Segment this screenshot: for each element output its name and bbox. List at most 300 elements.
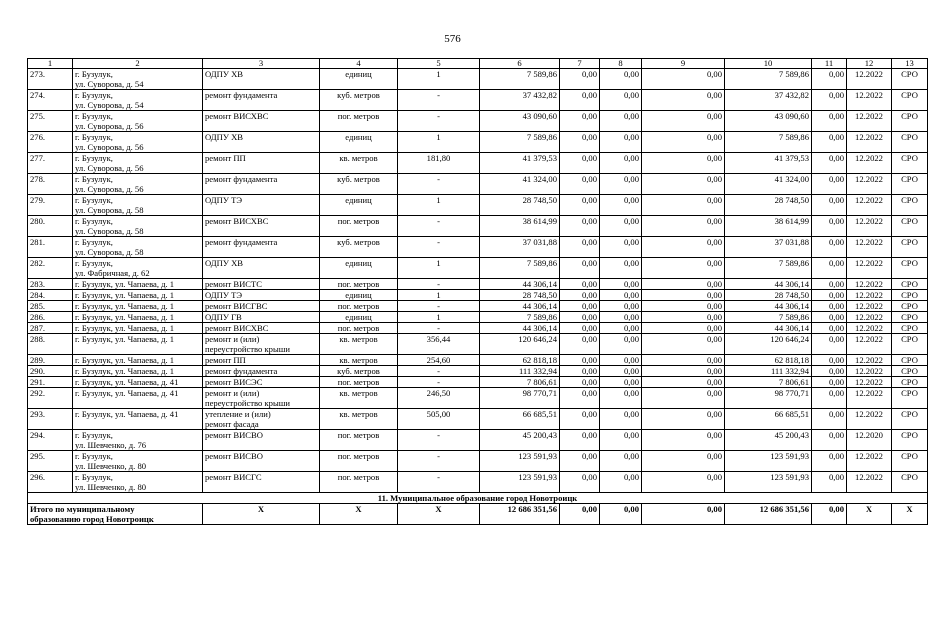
fund-cell: 0,00 (600, 355, 642, 366)
table-row (28, 69, 928, 90)
work-type-cell (203, 323, 320, 334)
owner-funds-cell: 7 806,61 (725, 377, 812, 388)
source-cell: СРО (892, 290, 928, 301)
other-cell: 0,00 (812, 132, 847, 153)
address-cell (73, 355, 203, 366)
fund-cell: 0,00 (600, 69, 642, 90)
quantity-cell: 1 (398, 258, 480, 279)
total-cost-cell: 43 090,60 (480, 111, 560, 132)
source-cell: СРО (892, 132, 928, 153)
other-cell: 0,00 (812, 195, 847, 216)
fund-cell: 0,00 (600, 334, 642, 355)
work-type-cell-line: ремонт ВИСЭС (205, 377, 263, 387)
address-cell-line: ул. Суворова, д. 54 (75, 100, 144, 110)
total-cost-cell: 62 818,18 (480, 355, 560, 366)
fund-cell: 0,00 (560, 69, 600, 90)
work-type-cell-line: ремонт ВИСГС (205, 472, 262, 482)
work-type-cell-line: ремонт фундамента (205, 90, 278, 100)
total-cost-cell: 37 031,88 (480, 237, 560, 258)
fund-cell: 0,00 (560, 153, 600, 174)
work-type-cell (203, 279, 320, 290)
address-cell-line: г. Бузулук, ул. Чапаева, д. 1 (75, 334, 175, 344)
completion-date-cell: 12.2022 (847, 301, 892, 312)
quantity-cell: 246,50 (398, 388, 480, 409)
row-number: 282. (28, 258, 73, 279)
completion-date-cell: 12.2022 (847, 355, 892, 366)
completion-date-cell: 12.2022 (847, 334, 892, 355)
row-number: 292. (28, 388, 73, 409)
fund-cell: 0,00 (600, 472, 642, 493)
column-number: 13 (892, 59, 928, 69)
other-cell: 0,00 (812, 216, 847, 237)
table-row (28, 366, 928, 377)
fund-cell: 0,00 (600, 111, 642, 132)
quantity-cell: - (398, 301, 480, 312)
owner-funds-cell: 41 379,53 (725, 153, 812, 174)
total-cost-cell: 28 748,50 (480, 195, 560, 216)
fund-cell: 0,00 (600, 312, 642, 323)
fund-cell: 0,00 (600, 377, 642, 388)
source-cell: СРО (892, 312, 928, 323)
source-cell: СРО (892, 90, 928, 111)
quantity-cell: - (398, 90, 480, 111)
fund-cell: 0,00 (560, 472, 600, 493)
total-cost-cell: 123 591,93 (480, 472, 560, 493)
work-type-cell-line: ремонт ВИСГВС (205, 301, 268, 311)
quantity-cell: - (398, 377, 480, 388)
work-type-cell (203, 153, 320, 174)
address-cell-line: г. Бузулук, ул. Чапаева, д. 1 (75, 301, 175, 311)
fund-cell: 0,00 (560, 174, 600, 195)
address-cell-line: г. Бузулук, (75, 430, 113, 440)
address-cell-line: г. Бузулук, (75, 69, 113, 79)
work-type-cell (203, 430, 320, 451)
fund-cell: 0,00 (642, 301, 725, 312)
address-cell (73, 430, 203, 451)
address-cell-line: г. Бузулук, (75, 258, 113, 268)
completion-date-cell: 12.2022 (847, 69, 892, 90)
source-cell: СРО (892, 472, 928, 493)
source-cell: СРО (892, 174, 928, 195)
fund-cell: 0,00 (600, 132, 642, 153)
source-cell: СРО (892, 111, 928, 132)
other-cell: 0,00 (812, 409, 847, 430)
unit-cell: единиц (320, 132, 398, 153)
source-cell: СРО (892, 258, 928, 279)
work-type-cell-line: ремонт фасада (205, 419, 259, 429)
work-type-cell-line: ОДПУ ТЭ (205, 290, 243, 300)
fund-cell: 0,00 (560, 355, 600, 366)
work-type-cell-line: ремонт и (или) (205, 388, 260, 398)
fund-cell: 0,00 (642, 430, 725, 451)
fund-cell: 0,00 (560, 409, 600, 430)
table-row (28, 290, 928, 301)
other-cell: 0,00 (812, 312, 847, 323)
total-cell: 0,00 (600, 504, 642, 525)
quantity-cell: 1 (398, 290, 480, 301)
work-type-cell (203, 301, 320, 312)
total-cost-cell: 7 589,86 (480, 312, 560, 323)
completion-date-cell: 12.2022 (847, 111, 892, 132)
column-number: 7 (560, 59, 600, 69)
table-row (28, 258, 928, 279)
work-type-cell-line: ремонт ВИСХВС (205, 111, 269, 121)
table-row (28, 377, 928, 388)
row-number: 273. (28, 69, 73, 90)
work-type-cell-line: ремонт ВИСХВС (205, 216, 269, 226)
column-number: 5 (398, 59, 480, 69)
row-number: 295. (28, 451, 73, 472)
address-cell-line: г. Бузулук, ул. Чапаева, д. 1 (75, 290, 175, 300)
address-cell-line: г. Бузулук, ул. Чапаева, д. 1 (75, 279, 175, 289)
owner-funds-cell: 44 306,14 (725, 279, 812, 290)
unit-cell: пог. метров (320, 279, 398, 290)
address-cell-line: ул. Суворова, д. 54 (75, 79, 144, 89)
fund-cell: 0,00 (600, 409, 642, 430)
unit-cell: единиц (320, 258, 398, 279)
unit-cell: пог. метров (320, 323, 398, 334)
total-cell: 0,00 (560, 504, 600, 525)
unit-cell: кв. метров (320, 388, 398, 409)
total-cost-cell: 44 306,14 (480, 279, 560, 290)
fund-cell: 0,00 (600, 388, 642, 409)
address-cell-line: г. Бузулук, ул. Чапаева, д. 1 (75, 355, 175, 365)
owner-funds-cell: 38 614,99 (725, 216, 812, 237)
owner-funds-cell: 37 031,88 (725, 237, 812, 258)
table-row (28, 153, 928, 174)
fund-cell: 0,00 (560, 451, 600, 472)
address-cell-line: г. Бузулук, (75, 153, 113, 163)
source-cell: СРО (892, 195, 928, 216)
fund-cell: 0,00 (642, 334, 725, 355)
fund-cell: 0,00 (600, 279, 642, 290)
unit-cell: кв. метров (320, 409, 398, 430)
address-cell (73, 323, 203, 334)
address-cell (73, 69, 203, 90)
table-row (28, 237, 928, 258)
other-cell: 0,00 (812, 388, 847, 409)
owner-funds-cell: 44 306,14 (725, 323, 812, 334)
table-row (28, 132, 928, 153)
address-cell (73, 409, 203, 430)
quantity-cell: - (398, 237, 480, 258)
address-cell (73, 366, 203, 377)
address-cell-line: г. Бузулук, (75, 132, 113, 142)
work-type-cell-line: ремонт ВИСВО (205, 430, 263, 440)
row-number: 294. (28, 430, 73, 451)
work-type-cell (203, 69, 320, 90)
total-cell: 0,00 (812, 504, 847, 525)
row-number: 288. (28, 334, 73, 355)
other-cell: 0,00 (812, 174, 847, 195)
source-cell: СРО (892, 377, 928, 388)
total-cost-cell: 44 306,14 (480, 301, 560, 312)
owner-funds-cell: 111 332,94 (725, 366, 812, 377)
fund-cell: 0,00 (600, 430, 642, 451)
quantity-cell: - (398, 323, 480, 334)
column-number: 9 (642, 59, 725, 69)
other-cell: 0,00 (812, 153, 847, 174)
address-cell-line: ул. Суворова, д. 56 (75, 142, 144, 152)
address-cell-line: ул. Шевченко, д. 80 (75, 482, 147, 492)
address-cell-line: г. Бузулук, (75, 90, 113, 100)
table-row (28, 451, 928, 472)
other-cell: 0,00 (812, 258, 847, 279)
address-cell-line: г. Бузулук, (75, 174, 113, 184)
total-label-line: Итого по муниципальному (30, 504, 135, 514)
quantity-cell: 181,80 (398, 153, 480, 174)
owner-funds-cell: 28 748,50 (725, 195, 812, 216)
unit-cell: кв. метров (320, 153, 398, 174)
address-cell (73, 237, 203, 258)
row-number: 285. (28, 301, 73, 312)
source-cell: СРО (892, 153, 928, 174)
fund-cell: 0,00 (642, 377, 725, 388)
address-cell-line: ул. Суворова, д. 56 (75, 163, 144, 173)
unit-cell: пог. метров (320, 111, 398, 132)
work-type-cell-line: ремонт ВИСХВС (205, 323, 269, 333)
total-cell: 0,00 (642, 504, 725, 525)
section-header-row (28, 493, 928, 504)
owner-funds-cell: 120 646,24 (725, 334, 812, 355)
fund-cell: 0,00 (600, 366, 642, 377)
work-type-cell (203, 237, 320, 258)
total-cost-cell: 120 646,24 (480, 334, 560, 355)
work-type-cell-line: ремонт ПП (205, 355, 246, 365)
unit-cell: куб. метров (320, 237, 398, 258)
work-type-cell-line: переустройство крыши (205, 398, 290, 408)
fund-cell: 0,00 (642, 111, 725, 132)
total-cost-cell: 7 806,61 (480, 377, 560, 388)
fund-cell: 0,00 (560, 334, 600, 355)
total-cost-cell: 45 200,43 (480, 430, 560, 451)
work-type-cell (203, 355, 320, 366)
unit-cell: единиц (320, 195, 398, 216)
address-cell-line: г. Бузулук, (75, 472, 113, 482)
source-cell: СРО (892, 451, 928, 472)
total-cell: X (203, 504, 320, 525)
other-cell: 0,00 (812, 366, 847, 377)
work-type-cell-line: ремонт фундамента (205, 237, 278, 247)
fund-cell: 0,00 (642, 409, 725, 430)
owner-funds-cell: 7 589,86 (725, 258, 812, 279)
work-type-cell-line: переустройство крыши (205, 344, 290, 354)
fund-cell: 0,00 (560, 279, 600, 290)
completion-date-cell: 12.2022 (847, 388, 892, 409)
work-type-cell (203, 451, 320, 472)
unit-cell: единиц (320, 69, 398, 90)
work-type-cell (203, 377, 320, 388)
fund-cell: 0,00 (600, 216, 642, 237)
other-cell: 0,00 (812, 237, 847, 258)
other-cell: 0,00 (812, 290, 847, 301)
completion-date-cell: 12.2020 (847, 430, 892, 451)
owner-funds-cell: 123 591,93 (725, 472, 812, 493)
address-cell (73, 388, 203, 409)
fund-cell: 0,00 (600, 451, 642, 472)
fund-cell: 0,00 (600, 174, 642, 195)
fund-cell: 0,00 (560, 290, 600, 301)
table-row (28, 301, 928, 312)
completion-date-cell: 12.2022 (847, 195, 892, 216)
work-type-cell (203, 90, 320, 111)
fund-cell: 0,00 (642, 258, 725, 279)
work-type-cell (203, 216, 320, 237)
fund-cell: 0,00 (560, 323, 600, 334)
table-row (28, 323, 928, 334)
fund-cell: 0,00 (600, 258, 642, 279)
address-cell (73, 90, 203, 111)
quantity-cell: - (398, 216, 480, 237)
completion-date-cell: 12.2022 (847, 174, 892, 195)
row-number: 274. (28, 90, 73, 111)
table-row (28, 174, 928, 195)
table-row (28, 334, 928, 355)
address-cell-line: ул. Суворова, д. 56 (75, 121, 144, 131)
address-cell (73, 258, 203, 279)
quantity-cell: - (398, 174, 480, 195)
quantity-cell: 254,60 (398, 355, 480, 366)
source-cell: СРО (892, 301, 928, 312)
owner-funds-cell: 7 589,86 (725, 132, 812, 153)
unit-cell: пог. метров (320, 430, 398, 451)
address-cell-line: г. Бузулук, (75, 451, 113, 461)
address-cell-line: г. Бузулук, ул. Чапаева, д. 1 (75, 323, 175, 333)
work-type-cell (203, 388, 320, 409)
total-cost-cell: 66 685,51 (480, 409, 560, 430)
column-number: 4 (320, 59, 398, 69)
completion-date-cell: 12.2022 (847, 90, 892, 111)
source-cell: СРО (892, 355, 928, 366)
quantity-cell: - (398, 472, 480, 493)
fund-cell: 0,00 (560, 237, 600, 258)
fund-cell: 0,00 (642, 472, 725, 493)
source-cell: СРО (892, 409, 928, 430)
address-cell-line: г. Бузулук, (75, 237, 113, 247)
total-sum-cell: 12 686 351,56 (480, 504, 560, 525)
page-number: 576 (444, 33, 461, 45)
table-row (28, 472, 928, 493)
fund-cell: 0,00 (560, 258, 600, 279)
owner-funds-cell: 37 432,82 (725, 90, 812, 111)
address-cell-line: ул. Суворова, д. 58 (75, 226, 144, 236)
completion-date-cell: 12.2022 (847, 237, 892, 258)
work-type-cell (203, 195, 320, 216)
total-label-line: образованию город Новотроицк (30, 514, 154, 524)
address-cell-line: ул. Шевченко, д. 76 (75, 440, 147, 450)
fund-cell: 0,00 (642, 290, 725, 301)
quantity-cell: - (398, 451, 480, 472)
address-cell (73, 290, 203, 301)
other-cell: 0,00 (812, 111, 847, 132)
column-number: 6 (480, 59, 560, 69)
address-cell (73, 111, 203, 132)
total-label (28, 504, 203, 525)
fund-cell: 0,00 (600, 237, 642, 258)
owner-funds-cell: 62 818,18 (725, 355, 812, 366)
completion-date-cell: 12.2022 (847, 472, 892, 493)
other-cell: 0,00 (812, 355, 847, 366)
address-cell-line: г. Бузулук, ул. Чапаева, д. 1 (75, 312, 175, 322)
quantity-cell: 1 (398, 312, 480, 323)
other-cell: 0,00 (812, 334, 847, 355)
fund-cell: 0,00 (560, 388, 600, 409)
total-cost-cell: 38 614,99 (480, 216, 560, 237)
unit-cell: пог. метров (320, 451, 398, 472)
row-number: 284. (28, 290, 73, 301)
address-cell (73, 132, 203, 153)
total-cell: X (892, 504, 928, 525)
row-number: 275. (28, 111, 73, 132)
fund-cell: 0,00 (600, 323, 642, 334)
fund-cell: 0,00 (560, 430, 600, 451)
completion-date-cell: 12.2022 (847, 216, 892, 237)
column-number: 10 (725, 59, 812, 69)
total-cost-cell: 111 332,94 (480, 366, 560, 377)
address-cell-line: ул. Шевченко, д. 80 (75, 461, 147, 471)
fund-cell: 0,00 (600, 290, 642, 301)
column-number: 11 (812, 59, 847, 69)
table-row (28, 388, 928, 409)
work-type-cell-line: ремонт фундамента (205, 366, 278, 376)
table-row (28, 409, 928, 430)
address-cell (73, 279, 203, 290)
completion-date-cell: 12.2022 (847, 323, 892, 334)
fund-cell: 0,00 (642, 355, 725, 366)
owner-funds-cell: 43 090,60 (725, 111, 812, 132)
owner-funds-cell: 66 685,51 (725, 409, 812, 430)
row-number: 280. (28, 216, 73, 237)
row-number: 293. (28, 409, 73, 430)
table-row (28, 312, 928, 323)
completion-date-cell: 12.2022 (847, 377, 892, 388)
unit-cell: пог. метров (320, 301, 398, 312)
row-number: 287. (28, 323, 73, 334)
work-type-cell (203, 312, 320, 323)
unit-cell: единиц (320, 290, 398, 301)
fund-cell: 0,00 (560, 312, 600, 323)
completion-date-cell: 12.2022 (847, 312, 892, 323)
address-cell (73, 216, 203, 237)
address-cell-line: г. Бузулук, (75, 195, 113, 205)
row-number: 289. (28, 355, 73, 366)
work-type-cell-line: ремонт и (или) (205, 334, 260, 344)
address-cell-line: г. Бузулук, ул. Чапаева, д. 41 (75, 377, 179, 387)
owner-funds-cell: 28 748,50 (725, 290, 812, 301)
work-type-cell-line: ОДПУ ТЭ (205, 195, 243, 205)
source-cell: СРО (892, 69, 928, 90)
source-cell: СРО (892, 334, 928, 355)
unit-cell: пог. метров (320, 216, 398, 237)
total-cost-cell: 7 589,86 (480, 132, 560, 153)
address-cell-line: г. Бузулук, ул. Чапаева, д. 41 (75, 409, 179, 419)
work-type-cell (203, 334, 320, 355)
total-cost-cell: 41 324,00 (480, 174, 560, 195)
fund-cell: 0,00 (642, 174, 725, 195)
source-cell: СРО (892, 237, 928, 258)
owner-funds-cell: 7 589,86 (725, 312, 812, 323)
address-cell-line: ул. Фабричная, д. 62 (75, 268, 150, 278)
row-number: 279. (28, 195, 73, 216)
owner-funds-cell: 7 589,86 (725, 69, 812, 90)
address-cell-line: ул. Суворова, д. 56 (75, 184, 144, 194)
address-cell-line: г. Бузулук, (75, 216, 113, 226)
total-sum-cell: 12 686 351,56 (725, 504, 812, 525)
unit-cell: куб. метров (320, 174, 398, 195)
quantity-cell: 505,00 (398, 409, 480, 430)
completion-date-cell: 12.2022 (847, 451, 892, 472)
other-cell: 0,00 (812, 430, 847, 451)
